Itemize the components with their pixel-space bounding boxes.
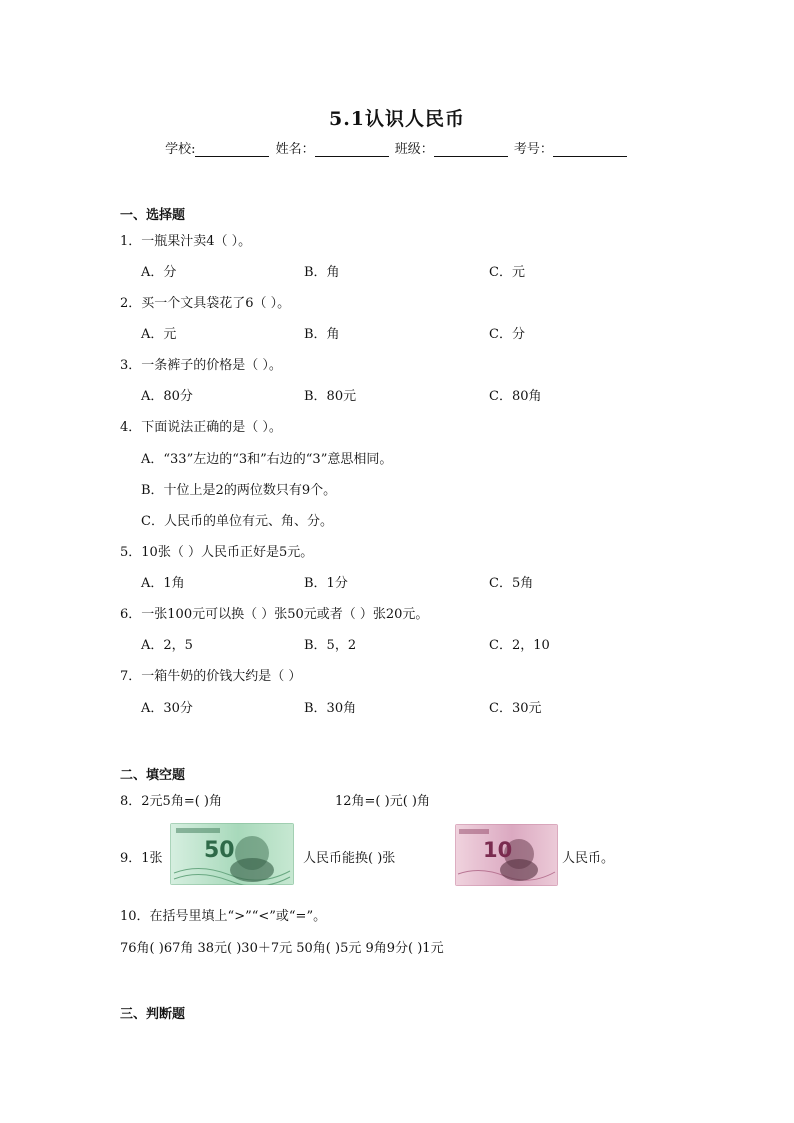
- student-info-line: [0, 138, 794, 157]
- option-a: A．80分: [141, 389, 193, 404]
- option-b: B．1分: [304, 576, 348, 591]
- option-a: A．30分: [141, 701, 193, 716]
- school-label: 学校:: [165, 142, 196, 157]
- option-a: A．元: [141, 327, 177, 342]
- school-blank[interactable]: [195, 142, 269, 157]
- option-c: C．元: [489, 265, 525, 280]
- banknote-50-denomination: 50: [204, 838, 235, 863]
- option-a: A．2，5: [141, 638, 193, 653]
- exam-number-blank[interactable]: [553, 142, 627, 157]
- option-c: C．80角: [489, 389, 542, 404]
- option-b: B．80元: [304, 389, 357, 404]
- name-label: 姓名：: [275, 142, 315, 157]
- banknote-10-denomination: 10: [483, 838, 513, 862]
- option-b: B．十位上是2的两位数只有9个。: [141, 483, 337, 498]
- section-heading-fill: 二、填空题: [120, 768, 186, 783]
- class-blank[interactable]: [434, 142, 508, 157]
- question-9-prefix: 9．1张: [120, 851, 163, 866]
- question-stem: 5．10张（ ）人民币正好是5元。: [120, 545, 314, 560]
- option-a: A．“33”左边的“3和”右边的“3”意思相同。: [141, 452, 393, 467]
- name-blank[interactable]: [315, 142, 389, 157]
- question-stem: 1．一瓶果汁卖4（ ）。: [120, 234, 252, 249]
- exam-number-label: 考号：: [513, 142, 553, 157]
- question-10-comparisons: 76角( )67角 38元( )30＋7元 50角( )5元 9角9分( )1元: [120, 941, 444, 956]
- option-c: C．5角: [489, 576, 534, 591]
- option-c: C．分: [489, 327, 525, 342]
- option-a: A．1角: [141, 576, 185, 591]
- section-heading-judge: 三、判断题: [120, 1007, 186, 1022]
- question-stem: 3．一条裤子的价格是（ ）。: [120, 358, 282, 373]
- banknote-50-yuan-image: [170, 823, 294, 885]
- class-label: 班级：: [394, 142, 434, 157]
- question-stem: 4．下面说法正确的是（ ）。: [120, 420, 282, 435]
- option-b: B．5，2: [304, 638, 357, 653]
- option-a: A．分: [141, 265, 177, 280]
- question-9-suffix: 人民币。: [562, 851, 615, 866]
- question-8-part-b: 12角=( )元( )角: [335, 794, 430, 809]
- section-heading-choice: 一、选择题: [120, 208, 186, 223]
- option-b: B．30角: [304, 701, 357, 716]
- question-10-stem: 10．在括号里填上“>”“<”或“=”。: [120, 909, 327, 924]
- question-9-mid: 人民币能换( )张: [303, 851, 396, 866]
- option-c: C．人民币的单位有元、角、分。: [141, 514, 333, 529]
- option-c: C．2，10: [489, 638, 550, 653]
- option-b: B．角: [304, 327, 340, 342]
- option-c: C．30元: [489, 701, 542, 716]
- page-title: 5.1认识人民币: [328, 108, 466, 130]
- option-b: B．角: [304, 265, 340, 280]
- question-stem: 2．买一个文具袋花了6（ ）。: [120, 296, 291, 311]
- question-stem: 7．一箱牛奶的价钱大约是（ ）: [120, 669, 302, 684]
- question-stem: 6．一张100元可以换（ ）张50元或者（ ）张20元。: [120, 607, 429, 622]
- question-8-part-a: 8．2元5角=( )角: [120, 794, 222, 809]
- banknote-10-yuan-image: [455, 824, 558, 886]
